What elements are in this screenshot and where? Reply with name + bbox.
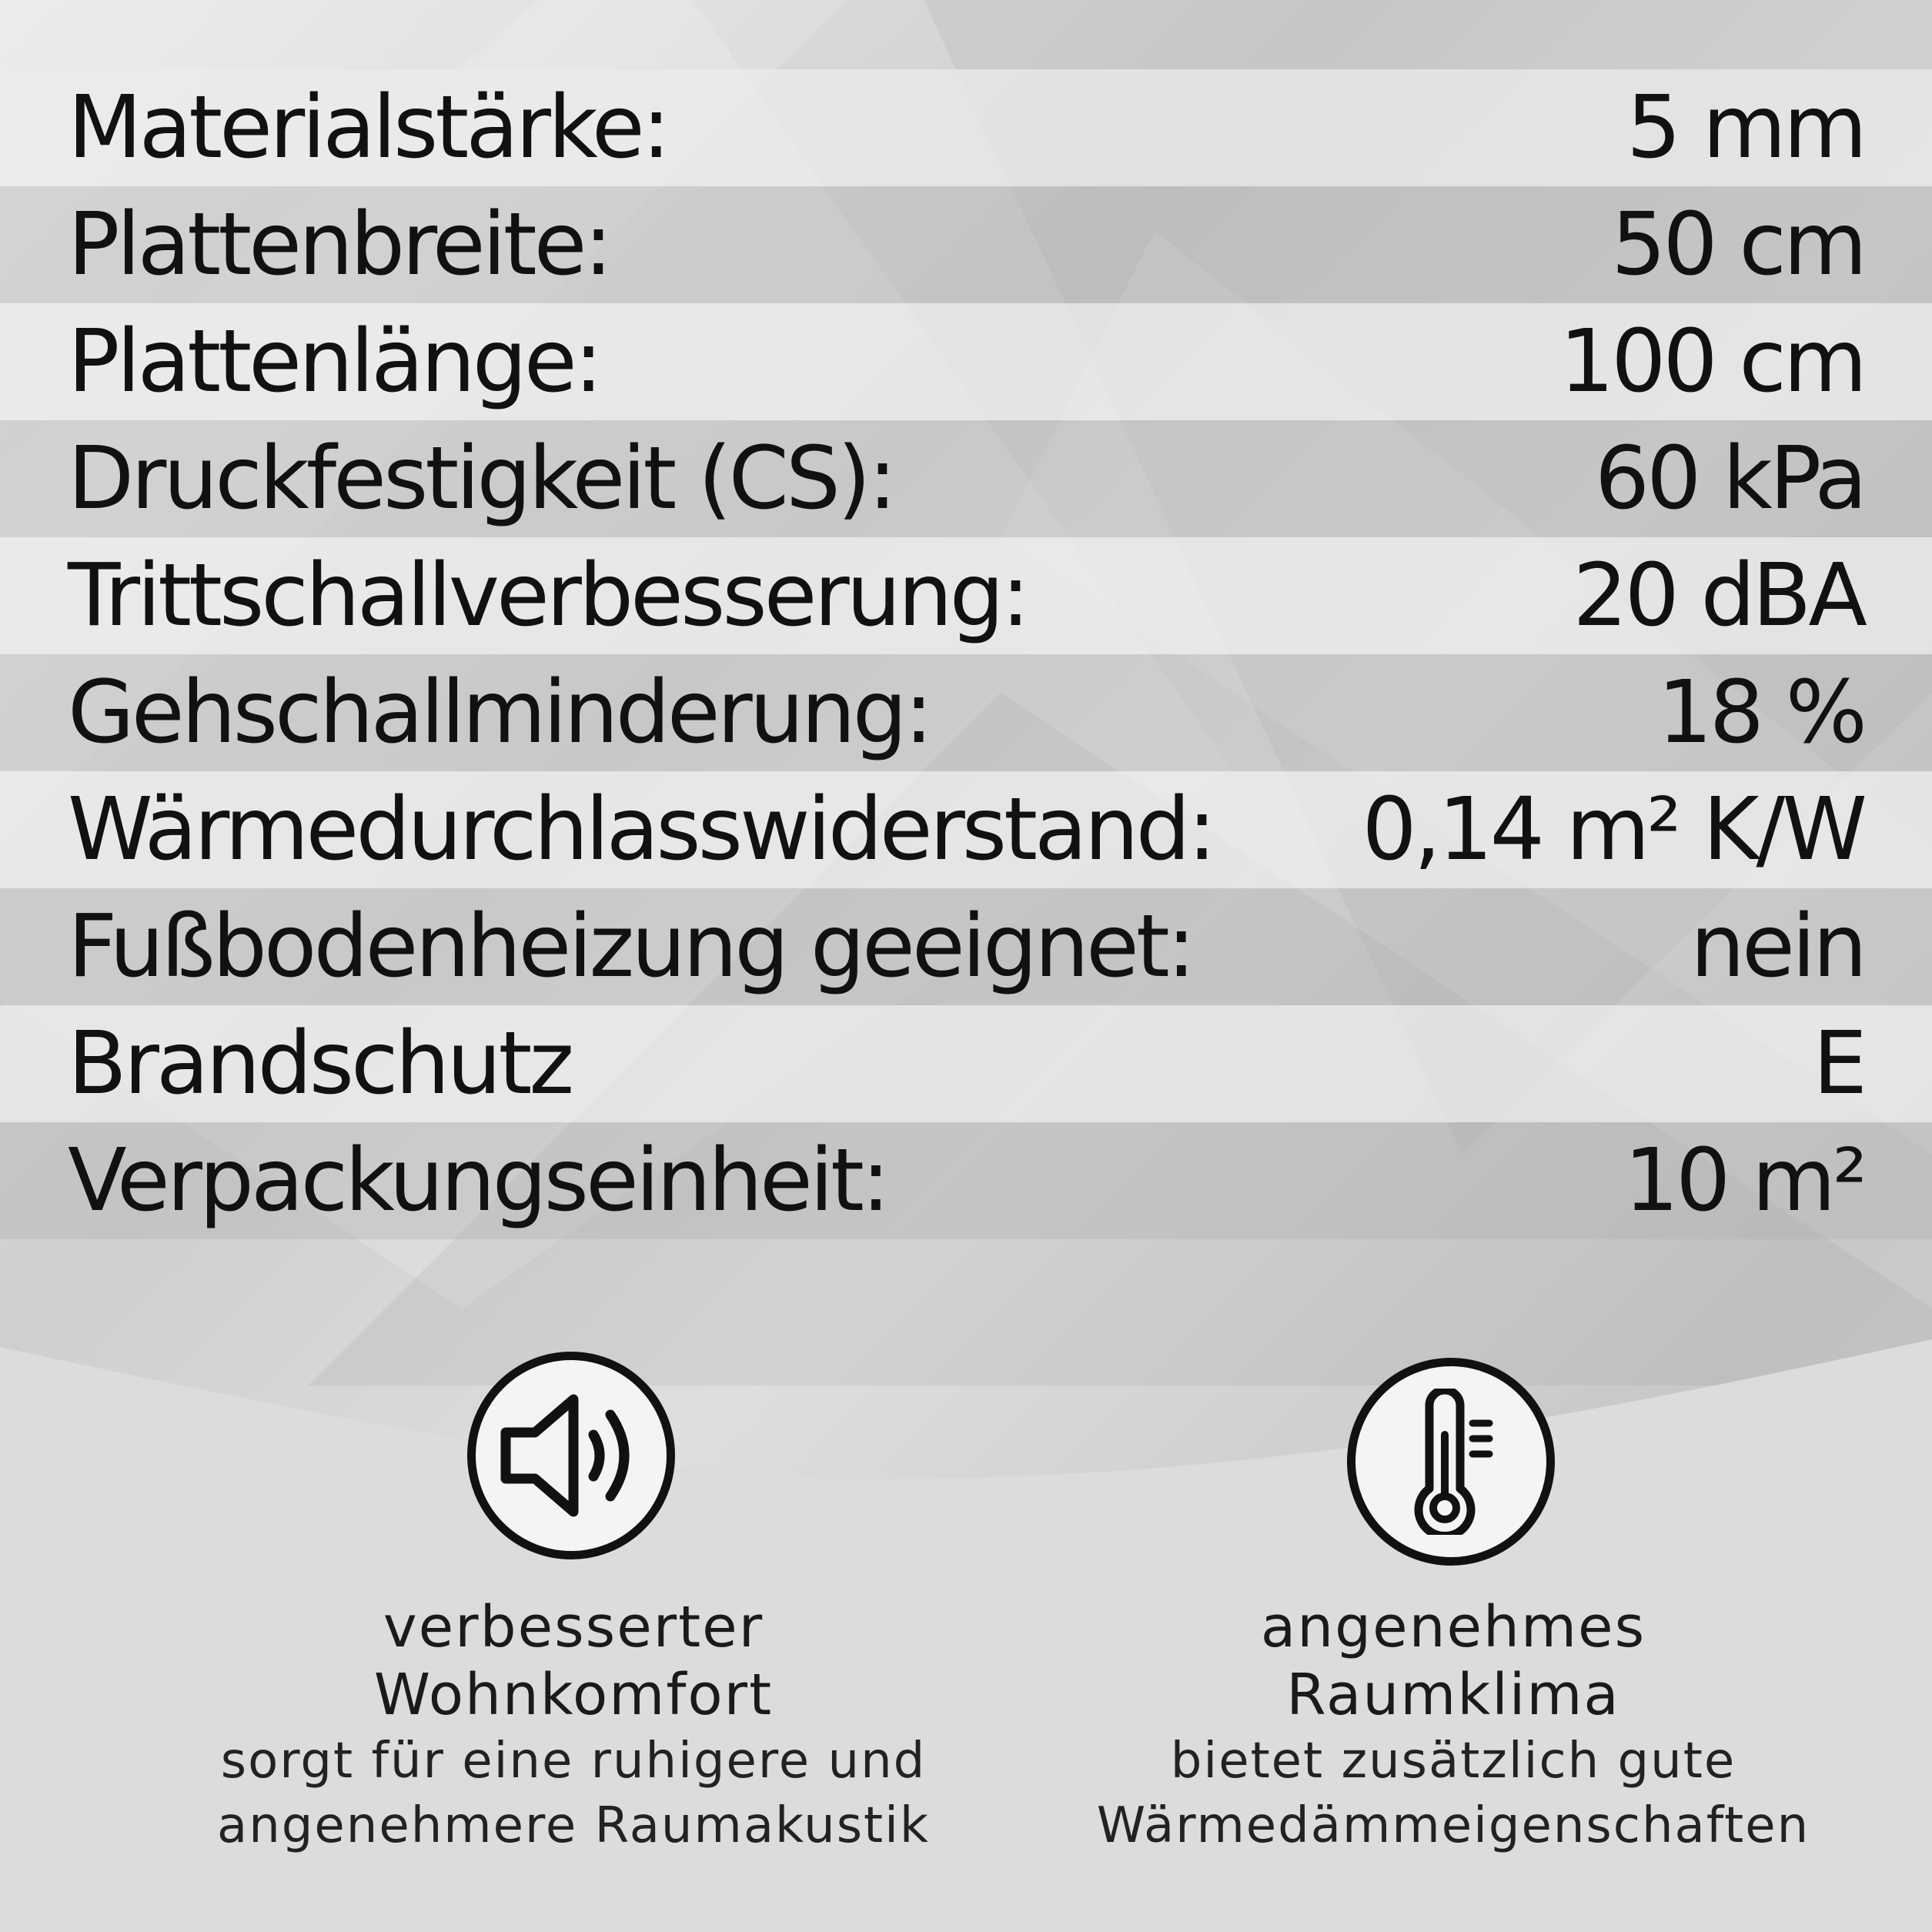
feature-description: angenehmere Raumakustik <box>217 1797 930 1854</box>
spec-value: 10 m² <box>1623 1131 1864 1231</box>
feature-title: Wohnkomfort <box>373 1662 774 1728</box>
feature-text <box>189 1593 958 1858</box>
spec-row <box>0 69 1932 186</box>
feature-title: angenehmes <box>1260 1594 1646 1660</box>
spec-row <box>0 420 1932 537</box>
spec-row <box>0 771 1932 888</box>
spec-value: 0,14 m² K/W <box>1362 780 1864 880</box>
spec-label: Verpackungseinheit: <box>68 1131 887 1231</box>
feature-title: Raumklima <box>1286 1662 1620 1728</box>
spec-value: nein <box>1690 897 1864 997</box>
spec-label: Plattenlänge: <box>68 312 600 412</box>
spec-value: 5 mm <box>1626 78 1864 178</box>
spec-value: 20 dBA <box>1573 546 1864 646</box>
spec-value: 100 cm <box>1559 312 1864 412</box>
spec-row <box>0 1005 1932 1122</box>
thermometer-icon <box>1347 1358 1555 1566</box>
spec-row <box>0 888 1932 1005</box>
spec-label: Brandschutz <box>68 1014 572 1114</box>
spec-row <box>0 654 1932 771</box>
feature-description: bietet zusätzlich gute <box>1170 1733 1736 1790</box>
feature-section <box>0 1339 1932 1932</box>
spec-value: 60 kPa <box>1594 429 1864 529</box>
speaker-icon <box>467 1352 675 1559</box>
spec-label: Wärmedurchlasswiderstand: <box>68 780 1214 880</box>
spec-label: Gehschallminderung: <box>68 663 931 763</box>
feature-text <box>1068 1593 1838 1858</box>
spec-label: Materialstärke: <box>68 78 668 178</box>
spec-row <box>0 1122 1932 1239</box>
spec-label: Druckfestigkeit (CS): <box>68 429 894 529</box>
spec-label: Plattenbreite: <box>68 195 610 295</box>
spec-table <box>0 69 1932 1239</box>
feature-description: Wärmedämmeigenschaften <box>1096 1797 1810 1854</box>
feature-description: sorgt für eine ruhigere und <box>220 1733 927 1790</box>
spec-value: E <box>1813 1014 1864 1114</box>
spec-row <box>0 537 1932 654</box>
spec-label: Fußbodenheizung geeignet: <box>68 897 1193 997</box>
spec-value: 18 % <box>1657 663 1864 763</box>
spec-row <box>0 303 1932 420</box>
spec-value: 50 cm <box>1611 195 1864 295</box>
feature-title: verbesserter <box>383 1594 764 1660</box>
spec-label: Trittschallverbesserung: <box>68 546 1028 646</box>
spec-row <box>0 186 1932 303</box>
